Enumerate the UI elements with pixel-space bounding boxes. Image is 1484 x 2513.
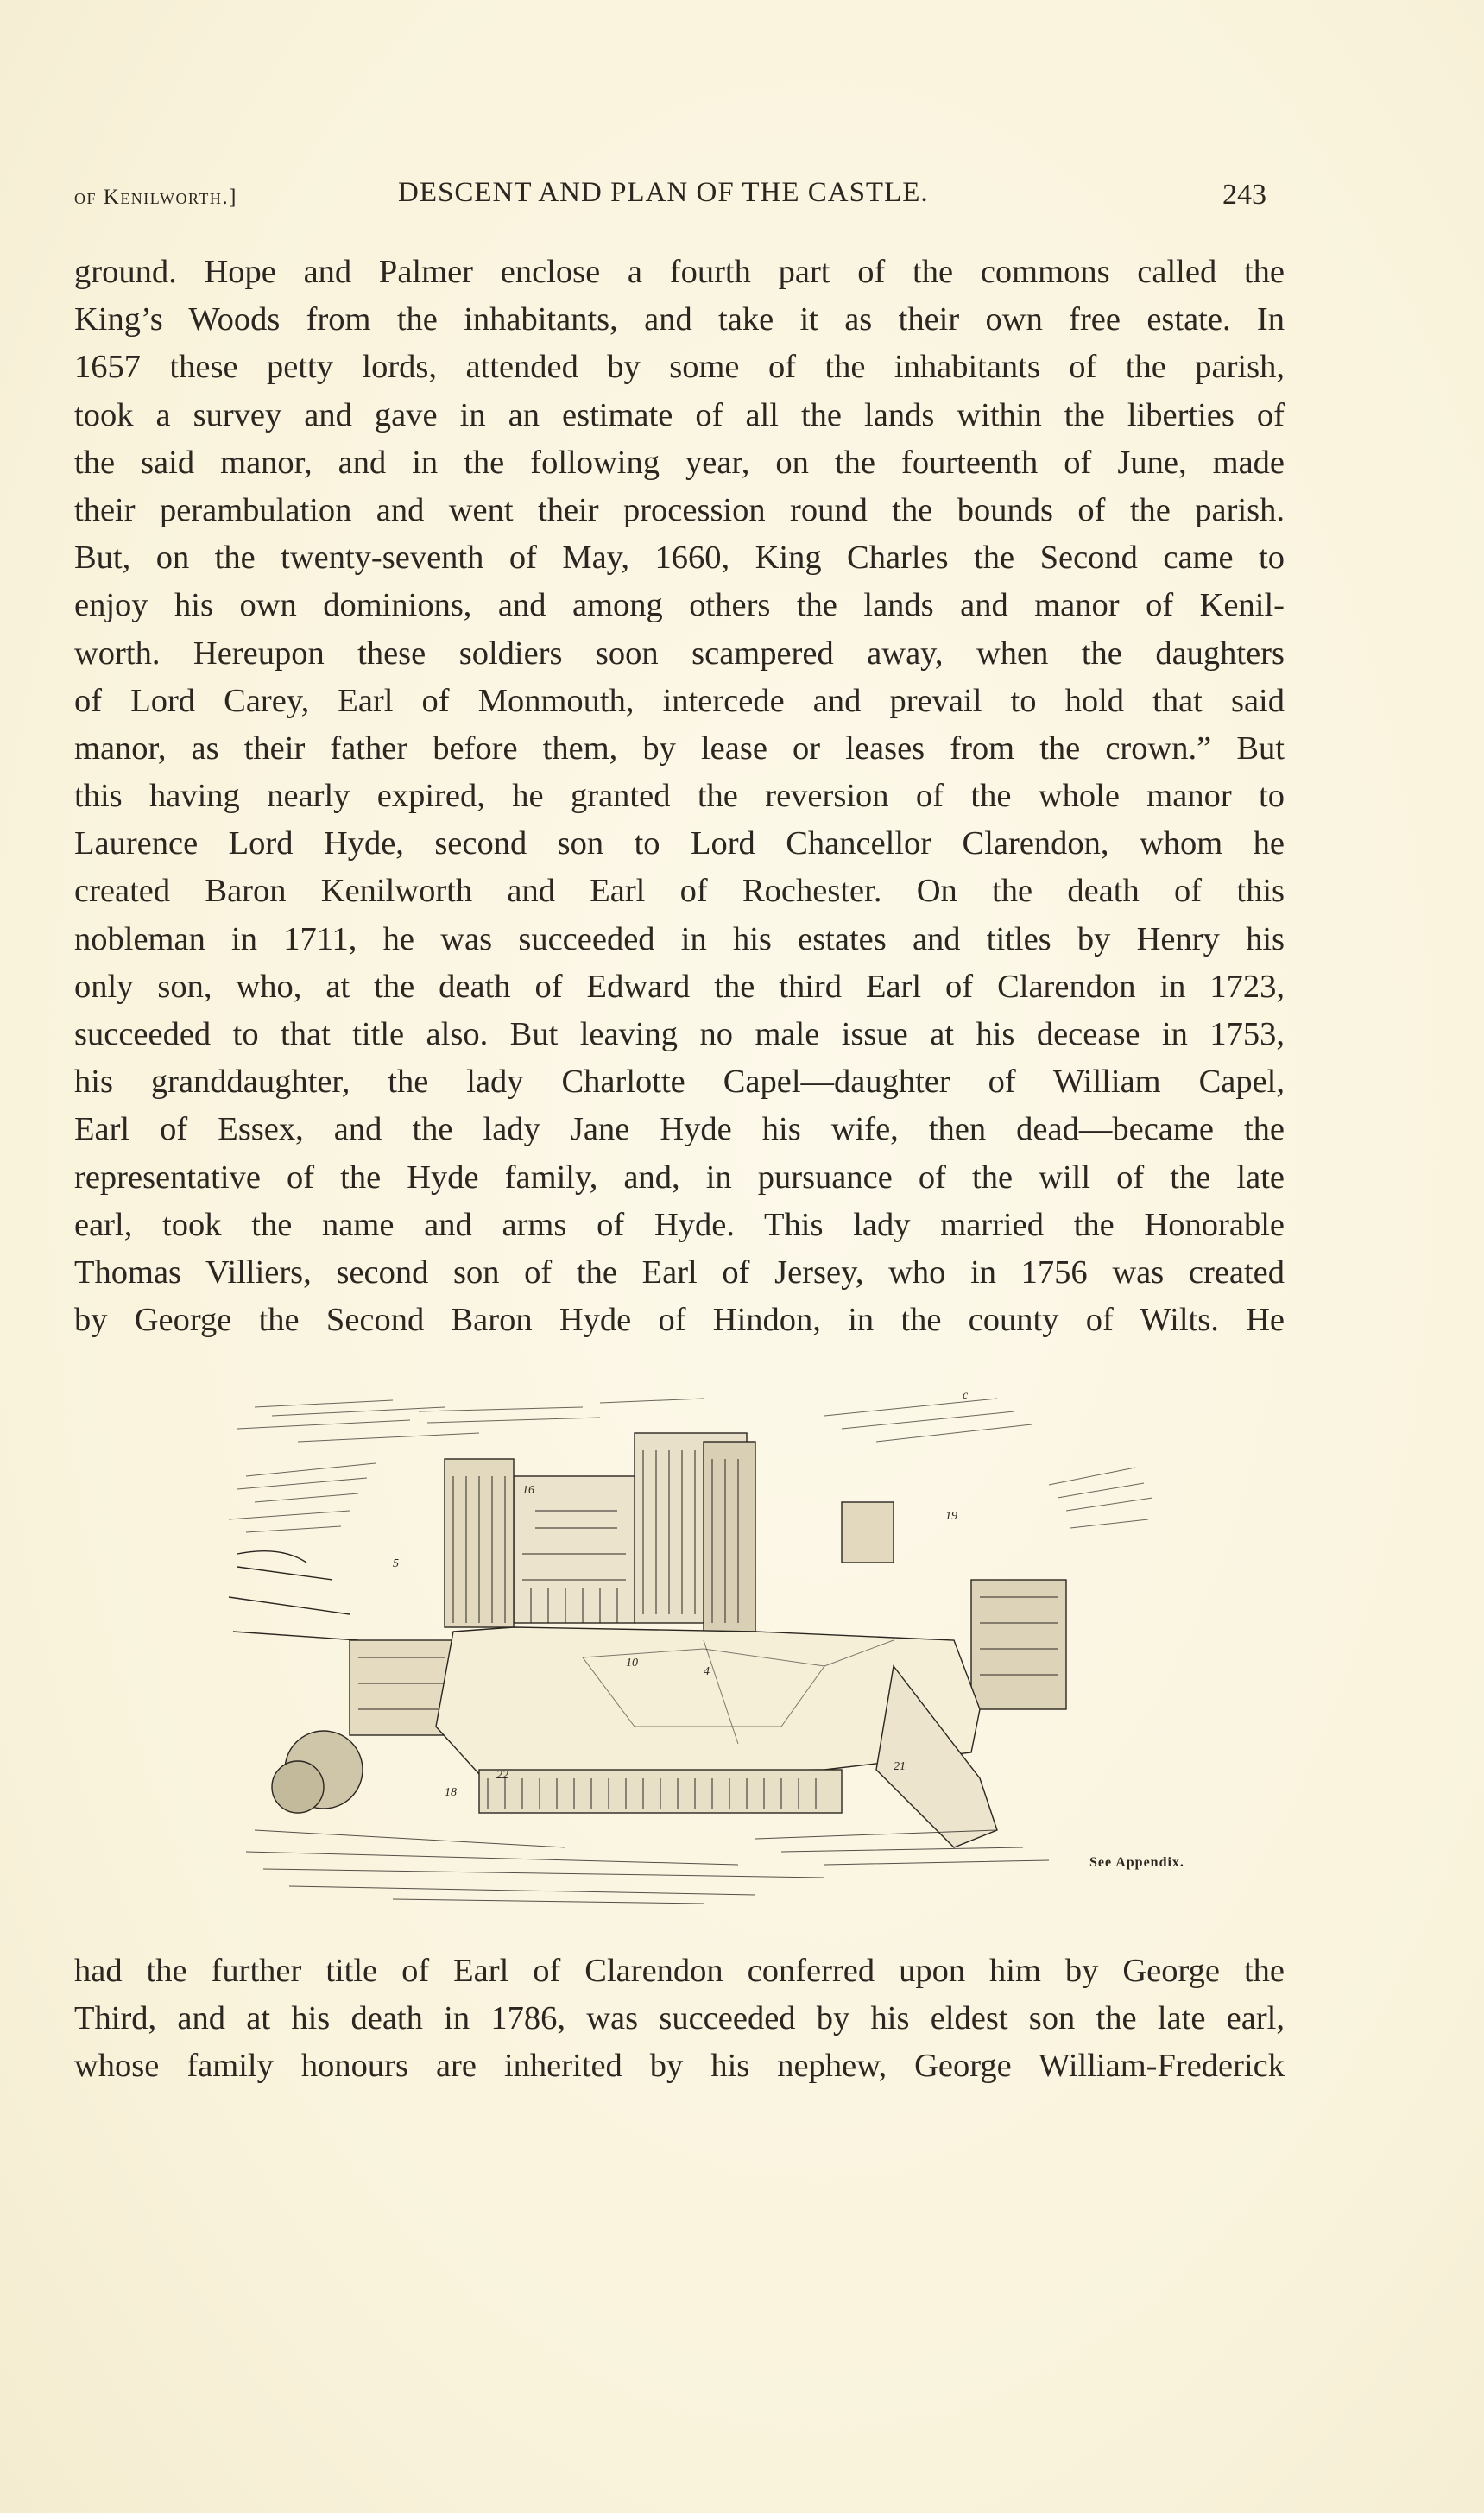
text-line: worth. Hereupon these soldiers soon scampered away, when the daughters: [74, 635, 1285, 672]
castle-plan-illustration: [220, 1381, 1222, 1916]
figure-label-19: 19: [945, 1510, 957, 1523]
text-line: the said manor, and in the following year, on the fourteenth of June, made: [74, 444, 1285, 481]
figure-caption: See Appendix.: [1089, 1855, 1184, 1870]
paragraph-1: [74, 249, 1285, 1344]
text-line: Laurence Lord Hyde, second son to Lord Chancellor Clarendon, whom he: [74, 825, 1285, 862]
text-line: whose family honours are inherited by his nephew, George William-Frederick: [74, 2048, 1285, 2085]
text-line: of Lord Carey, Earl of Monmouth, intercede and prevail to hold that said: [74, 682, 1285, 719]
text-line: his granddaughter, the lady Charlotte Capel—daughter of William Capel,: [74, 1064, 1285, 1101]
figure-label-10: 10: [626, 1657, 638, 1670]
text-line: took a survey and gave in an estimate of all the lands within the liberties of: [74, 396, 1285, 433]
figure-label-c: c: [963, 1389, 969, 1402]
figure-label-16: 16: [522, 1484, 534, 1497]
text-line: this having nearly expired, he granted the reversion of the whole manor to: [74, 778, 1285, 815]
text-line: But, on the twenty-seventh of May, 1660, King Charles the Second came to: [74, 540, 1285, 577]
text-line: Third, and at his death in 1786, was succeeded by his eldest son the late earl,: [74, 2000, 1285, 2037]
text-line: only son, who, at the death of Edward the third Earl of Clarendon in 1723,: [74, 968, 1285, 1005]
figure-label-21: 21: [894, 1760, 906, 1773]
text-line: created Baron Kenilworth and Earl of Rochester. On the death of this: [74, 873, 1285, 910]
running-header: [74, 177, 1283, 220]
text-line: manor, as their father before them, by lease or leases from the crown.” But: [74, 729, 1285, 767]
header-title: DESCENT AND PLAN OF THE CASTLE.: [398, 177, 929, 208]
text-line: succeeded to that title also. But leaving no male issue at his decease in 1753,: [74, 1016, 1285, 1052]
text-line: ground. Hope and Palmer enclose a fourth part of the commons called the: [74, 254, 1285, 290]
text-line: representative of the Hyde family, and, in pursuance of the will of the late: [74, 1159, 1285, 1196]
text-line: King’s Woods from the inhabitants, and take it as their own free estate. In: [74, 301, 1285, 338]
text-line: earl, took the name and arms of Hyde. This lady married the Honorable: [74, 1206, 1285, 1243]
text-line: nobleman in 1711, he was succeeded in his estates and titles by Henry his: [74, 920, 1285, 957]
figure-label-18: 18: [445, 1786, 457, 1799]
text-line: their perambulation and went their procession round the bounds of the parish.: [74, 491, 1285, 528]
figure-label-4: 4: [704, 1665, 710, 1678]
paragraph-2: [74, 1948, 1285, 2091]
figure-label-5: 5: [393, 1557, 399, 1570]
text-line: Earl of Essex, and the lady Jane Hyde his wife, then dead—became the: [74, 1111, 1285, 1148]
text-line: had the further title of Earl of Clarendon conferred upon him by George the: [74, 1953, 1285, 1989]
text-line: enjoy his own dominions, and among others the lands and manor of Kenil-: [74, 587, 1285, 624]
text-line: 1657 these petty lords, attended by some of the inhabitants of the parish,: [74, 349, 1285, 386]
figure-label-22: 22: [496, 1769, 508, 1782]
header-left: of Kenilworth.]: [74, 186, 237, 209]
text-line: by George the Second Baron Hyde of Hindon, in the county of Wilts. He: [74, 1302, 1285, 1339]
castle-plan-engraving: [220, 1381, 1222, 1916]
text-line: Thomas Villiers, second son of the Earl of Jersey, who in 1756 was created: [74, 1253, 1285, 1291]
page-number: 243: [1222, 179, 1266, 211]
